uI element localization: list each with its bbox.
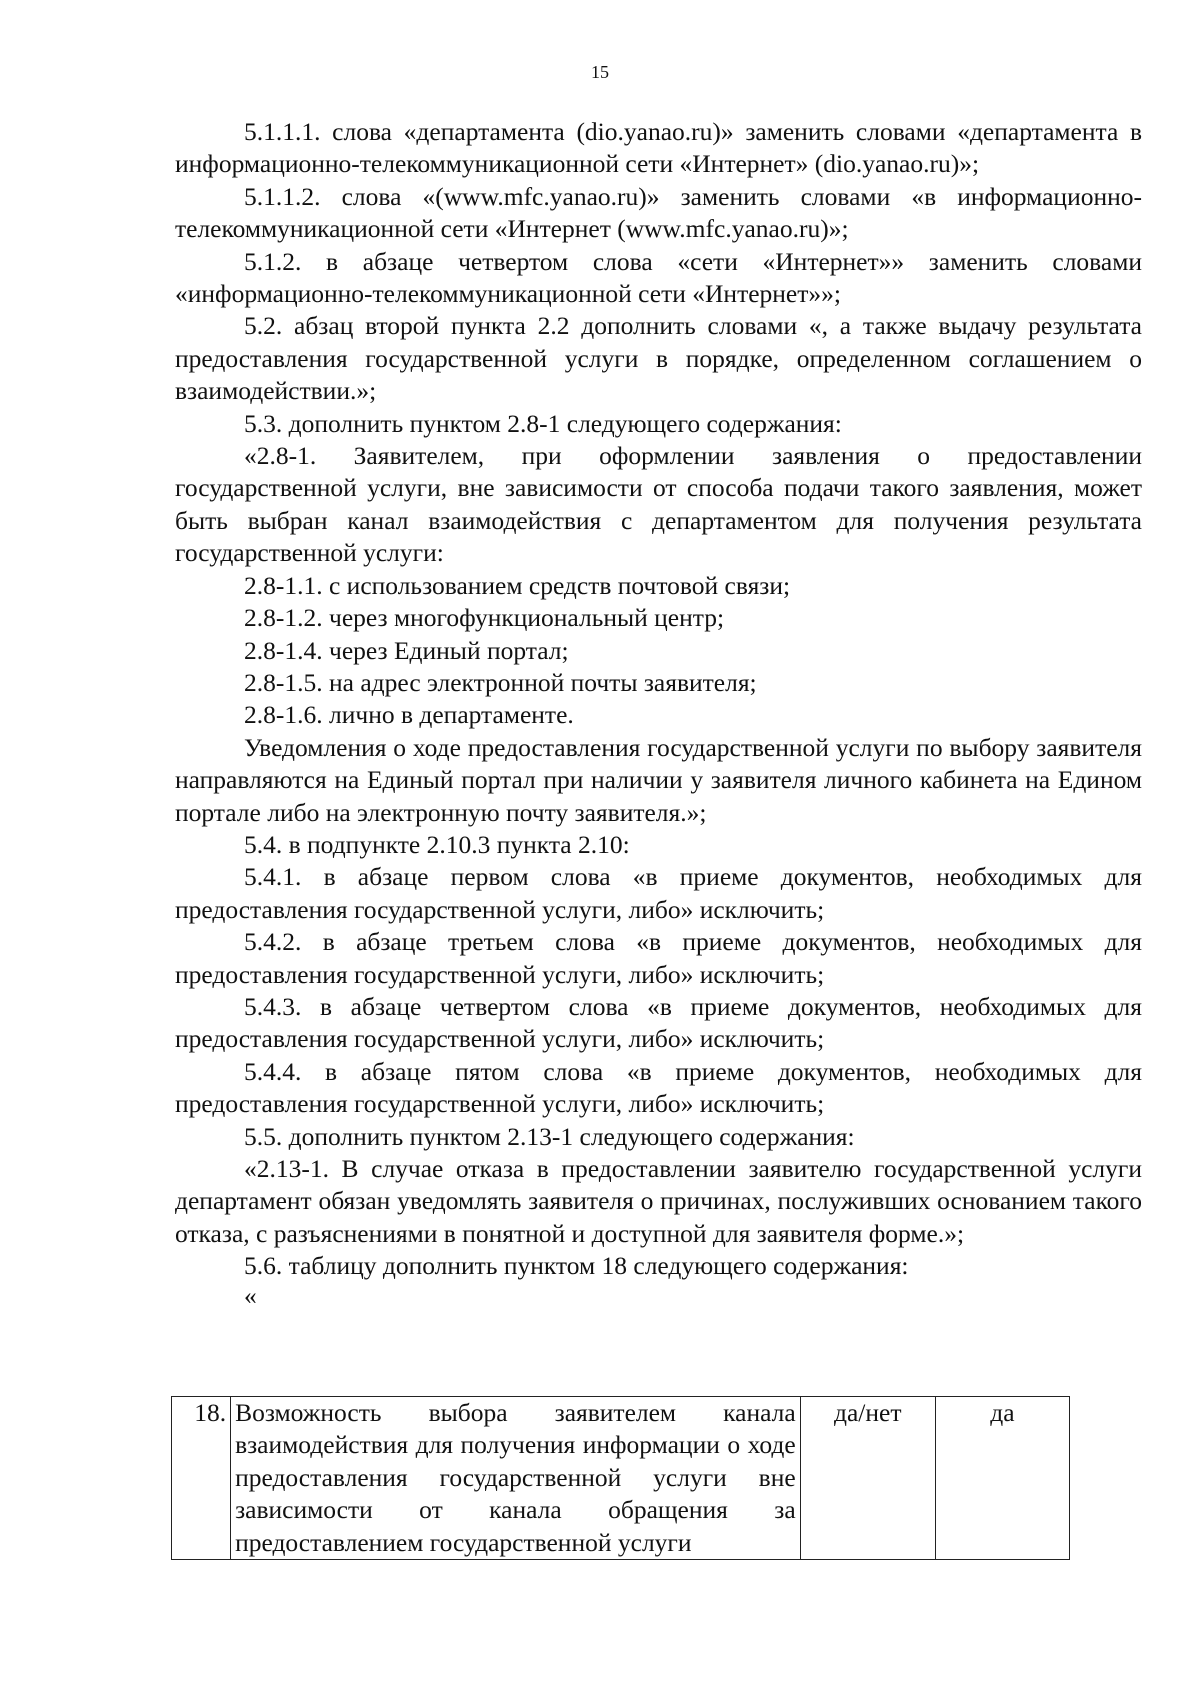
paragraph-notifications: Уведомления о ходе предоставления государственной услуги по выбору заявителя направляются на Единый портал при наличии у заявителя личного кабинета на Едином портале либо на электронную почту заявителя.»; xyxy=(175,732,1142,827)
list-item-2-8-1-1: 2.8-1.1. с использованием средств почтовой связи; xyxy=(244,570,791,600)
paragraph-5-2: 5.2. абзац второй пункта 2.2 дополнить словами «, а также выдачу результата предоставления государственной услуги в порядке, определенном соглашением о взаимодействии.»; xyxy=(175,311,1142,406)
table-row xyxy=(172,1397,1070,1560)
list-item-2-8-1-5: 2.8-1.5. на адрес электронной почты заявителя; xyxy=(244,667,757,697)
table-cell-number: 18. xyxy=(172,1397,231,1560)
table-cell-unit: да/нет xyxy=(800,1397,935,1560)
paragraph-5-5: 5.5. дополнить пунктом 2.13-1 следующего содержания: xyxy=(244,1121,855,1151)
document-body xyxy=(175,116,1142,1309)
paragraph-5-3: 5.3. дополнить пунктом 2.8-1 следующего содержания: xyxy=(244,408,842,438)
list-item-2-8-1-6: 2.8-1.6. лично в департаменте. xyxy=(244,700,574,730)
paragraph-5-4: 5.4. в подпункте 2.10.3 пункта 2.10: xyxy=(244,829,630,859)
paragraph-2-13-1: «2.13-1. В случае отказа в предоставлении заявителю государственной услуги департамент обязан уведомлять заявителя о причинах, послуживших основанием такого отказа, с разъяснениями в понятной и доступной для заявителя форме.»; xyxy=(175,1154,1142,1248)
amendment-table xyxy=(171,1396,1070,1560)
paragraph-5-4-4: 5.4.4. в абзаце пятом слова «в приеме документов, необходимых для предоставления государственной услуги, либо» исключить; xyxy=(175,1056,1142,1119)
table-cell-description: Возможность выбора заявителем канала взаимодействия для получения информации о ходе предоставления государственной услуги вне зависимости от канала обращения за предоставлением государственной услуги xyxy=(231,1397,801,1560)
paragraph-5-1-1-2: 5.1.1.2. слова «(www.mfc.yanao.ru)» заменить словами «в информационно-телекоммуникационной сети «Интернет (www.mfc.yanao.ru)»; xyxy=(175,181,1142,244)
paragraph-2-8-1: «2.8-1. Заявителем, при оформлении заявления о предоставлении государственной услуги, вне зависимости от способа подачи такого заявления, может быть выбран канал взаимодействия с департаментом для получения результата государственной услуги: xyxy=(175,441,1142,568)
table-cell-value: да xyxy=(935,1397,1069,1560)
paragraph-5-4-3: 5.4.3. в абзаце четвертом слова «в приеме документов, необходимых для предоставления государственной услуги, либо» исключить; xyxy=(175,991,1142,1054)
paragraph-5-6: 5.6. таблицу дополнить пунктом 18 следующего содержания: xyxy=(244,1251,909,1281)
list-item-2-8-1-2: 2.8-1.2. через многофункциональный центр; xyxy=(244,603,725,633)
paragraph-5-1-1-1: 5.1.1.1. слова «департамента (dio.yanao.ru)» заменить словами «департамента в информационно-телекоммуникационной сети «Интернет» (dio.yanao.ru)»; xyxy=(175,117,1142,179)
paragraph-5-4-1: 5.4.1. в абзаце первом слова «в приеме документов, необходимых для предоставления государственной услуги, либо» исключить; xyxy=(175,862,1142,924)
paragraph-5-4-2: 5.4.2. в абзаце третьем слова «в приеме документов, необходимых для предоставления государственной услуги, либо» исключить; xyxy=(175,927,1142,989)
page-number: 15 xyxy=(591,62,609,82)
quote-open-mark: « xyxy=(244,1280,257,1310)
paragraph-5-1-2: 5.1.2. в абзаце четвертом слова «сети «Интернет»» заменить словами «информационно-телекоммуникационной сети «Интернет»»; xyxy=(175,246,1142,309)
list-item-2-8-1-4: 2.8-1.4. через Единый портал; xyxy=(244,635,569,665)
